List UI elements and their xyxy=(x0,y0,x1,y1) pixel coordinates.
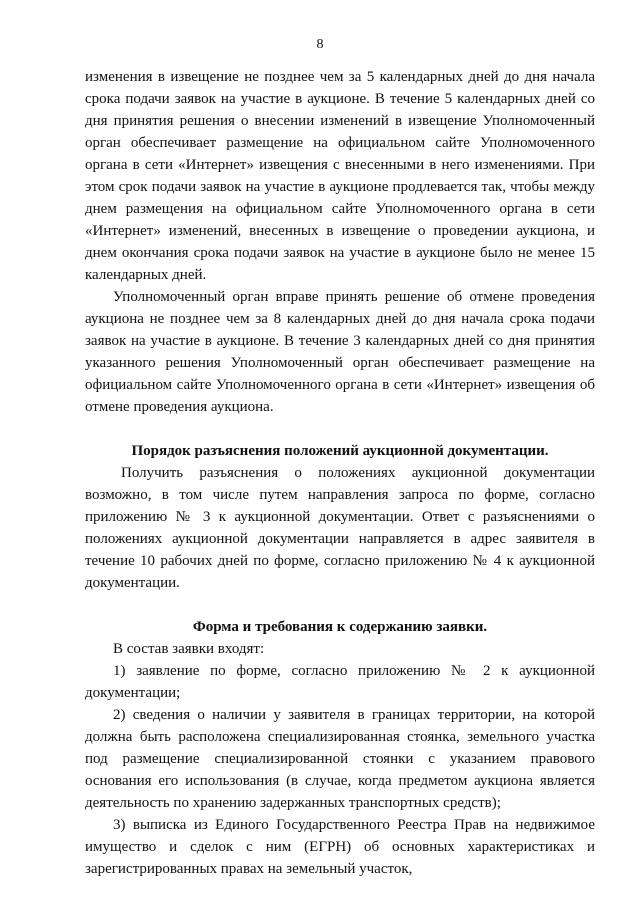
list-item-3: 3) выписка из Единого Государственного Реестра Прав на недвижимое имущество и сделок с ним (ЕГРН) об основных характеристиках и зарегистрированных правах на земельный участок, xyxy=(85,817,595,877)
paragraph-auction-cancellation: Уполномоченный орган вправе принять решение об отмене проведения аукциона не позднее чем за 8 календарных дней до дня начала срока подачи заявок на участие в аукционе. В течение 3 календарных дней со дня принятия указанного решения Уполномоченный орган обеспечивает размещение на официальном сайте Уполномоченного органа в сети «Интернет» извещения об отмене проведения аукциона. xyxy=(85,289,595,415)
document-body xyxy=(85,66,595,880)
page-number: 8 xyxy=(316,37,324,52)
list-item-2: 2) сведения о наличии у заявителя в границах территории, на которой должна быть расположена специализированная стоянка, земельного участка под размещение специализированной стоянки с указанием правового основания его использования (в случае, когда предметом аукциона является деятельность по хранению задержанных транспортных средств); xyxy=(85,707,595,811)
heading-application-form: Форма и требования к содержанию заявки. xyxy=(192,619,488,635)
paragraph-application-composition: В состав заявки входят: xyxy=(113,641,265,657)
paragraph-clarification: Получить разъяснения о положениях аукционной документации возможно, в том числе путем направления запроса по форме, согласно приложению № 3 к аукционной документации. Ответ с разъяснениями о положениях аукционной документации направляется в адрес заявителя в течение 10 рабочих дней по форме, согласно приложению № 4 к аукционной документации. xyxy=(85,465,595,591)
section-gap xyxy=(85,418,595,440)
list-item-1: 1) заявление по форме, согласно приложению № 2 к аукционной документации; xyxy=(85,663,595,701)
section-gap xyxy=(85,594,595,616)
paragraph-amendment-notice: изменения в извещение не позднее чем за 5 календарных дней до дня начала срока подачи заявок на участие в аукционе. В течение 5 календарных дней со дня принятия решения о внесении изменений в извещение Уполномоченный орган обеспечивает размещение на официальном сайте Уполномоченного органа в сети «Интернет» извещения с внесенными в него изменениями. При этом срок подачи заявок на участие в аукционе продлевается так, чтобы между днем размещения на официальном сайте Уполномоченного органа в сети «Интернет» изменений, внесенных в извещение о проведении аукциона, и днем окончания срока подачи заявок на участие в аукционе было не менее 15 календарных дней. xyxy=(85,69,595,283)
heading-clarification-procedure: Порядок разъяснения положений аукционной документации. xyxy=(131,443,549,459)
